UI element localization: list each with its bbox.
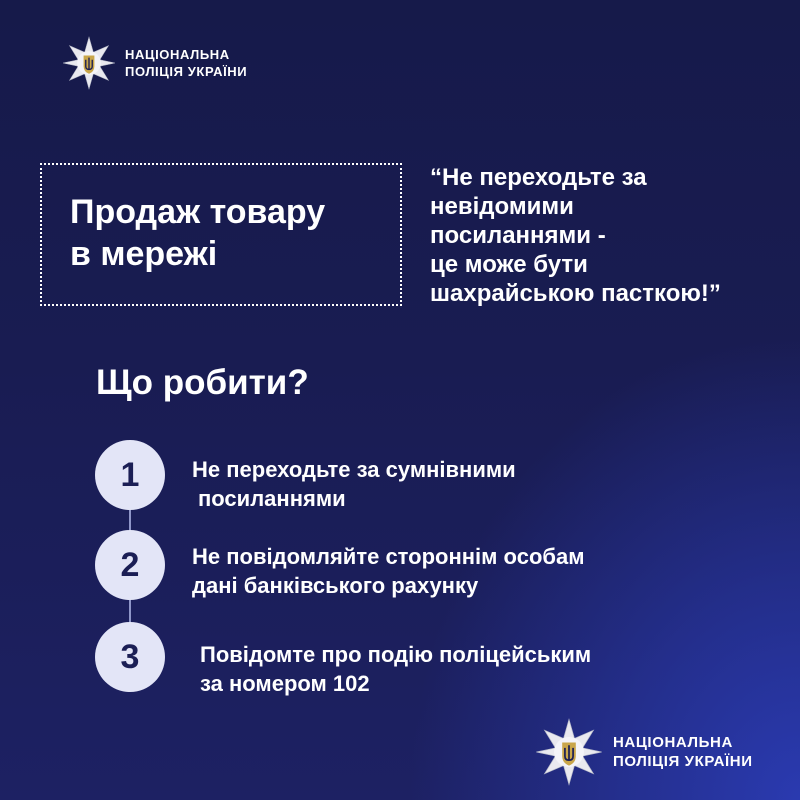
police-star-emblem-icon (535, 718, 603, 786)
logo-text (125, 46, 247, 80)
quote-line-1: “Не переходьте за (430, 164, 647, 191)
title-box (40, 163, 402, 306)
logo-line-2: ПОЛІЦІЯ УКРАЇНИ (125, 64, 248, 79)
quote-line-4: це може бути (430, 251, 588, 278)
step-2-line-1: Не повідомляйте стороннім особам (192, 544, 585, 569)
police-logo-top (62, 36, 247, 90)
logo-text (613, 733, 753, 771)
step-3-line-1: Повідомте про подію поліцейським (200, 642, 592, 667)
step-number-2: 2 (95, 530, 165, 600)
step-text-1 (192, 455, 516, 513)
quote-line-5: шахрайською пасткою!” (430, 280, 721, 307)
step-number-1: 1 (95, 440, 165, 510)
logo-line-1: НАЦІОНАЛЬНА (613, 734, 733, 751)
step-1-line-2: посиланнями (198, 486, 346, 511)
step-text-2 (192, 542, 584, 600)
logo-line-1: НАЦІОНАЛЬНА (125, 47, 230, 62)
step-2-line-2: дані банківського рахунку (192, 573, 479, 598)
warning-quote (430, 163, 790, 308)
police-star-emblem-icon (62, 36, 116, 90)
step-text-3 (200, 640, 591, 698)
step-number-3: 3 (95, 622, 165, 692)
title-line-2: в мережі (70, 235, 218, 273)
quote-line-2: невідомими (430, 193, 574, 220)
police-logo-bottom (535, 718, 753, 786)
step-1-line-1: Не переходьте за сумнівними (192, 457, 516, 482)
quote-line-3: посиланнями - (430, 222, 606, 249)
step-3-line-2: за номером 102 (200, 671, 370, 696)
title-line-1: Продаж товару (70, 193, 326, 231)
section-heading: Що робити? (96, 363, 309, 402)
page-title (70, 191, 325, 275)
logo-line-2: ПОЛІЦІЯ УКРАЇНИ (613, 753, 753, 770)
